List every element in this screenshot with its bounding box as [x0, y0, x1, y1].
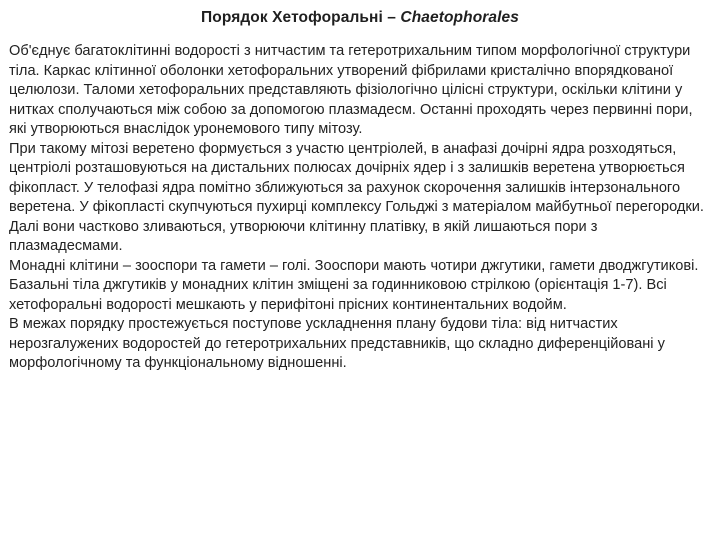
title-ukrainian: Порядок Хетофоральні –: [201, 9, 401, 26]
title-latin: Chaetophorales: [400, 9, 519, 26]
paragraph-monad-cells: Монадні клітини – зооспори та гамети – голі. Зооспори мають чотири джгутики, гамети дводжгутикові. Базальні тіла джгутиків у монадних клітин зміщені за годинниковою стрілкою (орієнтація 1-7). Всі хетофоральні водорості мешкають у перифітоні прісних континентальних водойм.: [9, 257, 699, 313]
page-title: [0, 9, 720, 27]
paragraph-evolution: В межах порядку простежується поступове ускладнення плану будови тіла: від нитчастих нерозгалужених водоростей до гетеротрихальних представників, що складно диференційовані у морфологічному та функціональному відношенні.: [9, 316, 665, 371]
paragraph-description: Об'єднує багатоклітинні водорості з нитчастим та гетеротрихальним типом морфологічної структури тіла. Каркас клітинної оболонки хетофоральних утворений фібрилами кристалічно впорядкованої целюлози. Таломи хетофоральних представляють фізіологічно цілісні структури, оскільки клітини у нитках сполучаються між собою за допомогою плазмадесм. Останні проходять через первинні пори, які утворюються внаслідок уронемового типу мітозу.: [9, 43, 693, 137]
paragraph-mitosis: При такому мітозі веретено формується з участю центріолей, в анафазі дочірні ядра розходяться, центріолі розташовуються на дистальних полюсах дочірніх ядер і з залишків веретена утворюється фікопласт. У телофазі ядра помітно зближуються за рахунок скорочення залишків інтерзонального веретена. У фікопласті скупчуються пухирці комплексу Гольджі з матеріалом майбутньої перегородки. Далі вони частково зливаються, утворюючи клітинну платівку, в якій лишаються пори з плазмадесмами.: [9, 140, 704, 254]
body-text: [9, 42, 713, 374]
